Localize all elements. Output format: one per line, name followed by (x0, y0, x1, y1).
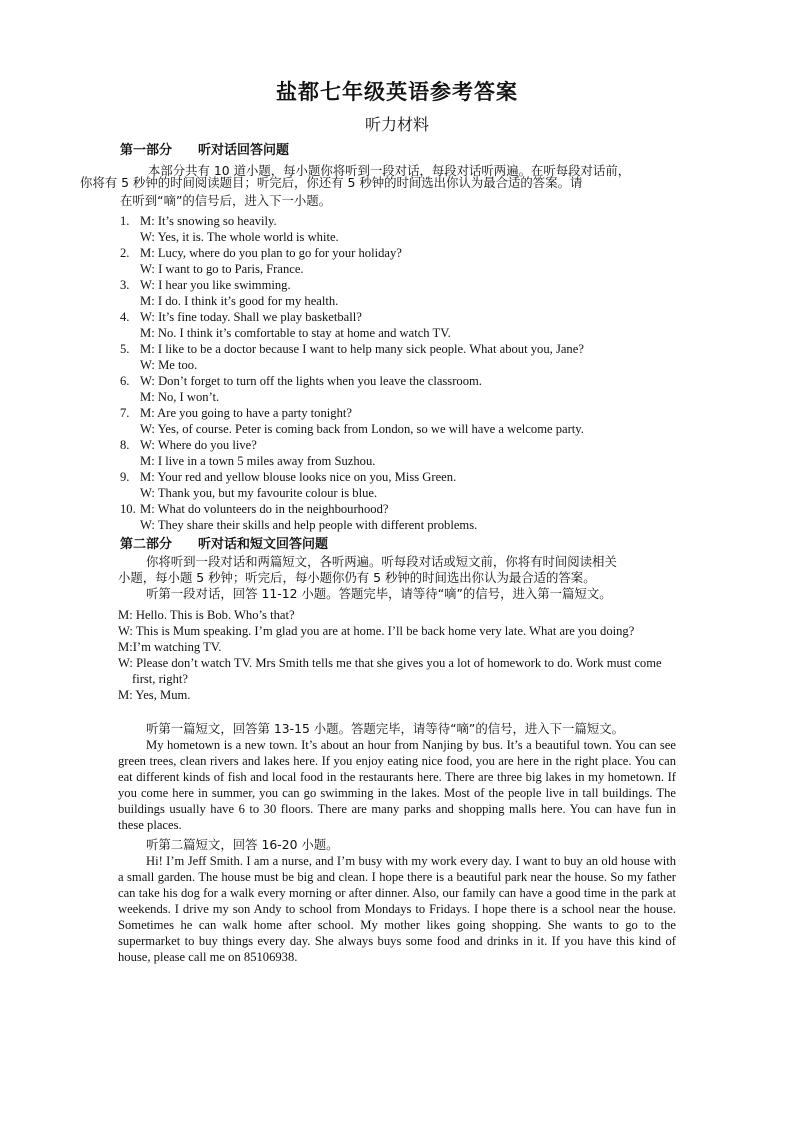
part1-heading-text: 听对话回答问题 (198, 143, 290, 158)
dialog-line-b: W: Yes, it is. The whole world is white. (140, 230, 339, 244)
dialog-item (120, 437, 700, 469)
dialog-number: 3. (120, 278, 130, 292)
dialog-line-b: W: Me too. (140, 358, 198, 372)
dialog-item (120, 309, 700, 341)
dialog-item (120, 277, 700, 309)
dialog-number: 9. (120, 470, 130, 484)
dialog-item (120, 373, 700, 405)
dialog-item (120, 341, 700, 373)
part1-instructions-line2: 你将有 5 秒钟的时间阅读题目；听完后，你还有 5 秒钟的时间选出你认为最合适的答案。请 (80, 175, 583, 190)
part2-instructions-line1: 你将听到一段对话和两篇短文，各听两遍。听每段对话或短文前，你将有时间阅读相关 (146, 554, 617, 569)
dialog-item (120, 405, 700, 437)
conversation-line: M: Yes, Mum. (118, 688, 191, 702)
passage2-text: Hi! I’m Jeff Smith. I am a nurse, and I’m busy with my work every day. I want to buy an old house with a small garden. The house must be big and clean. I hope there is a beautiful park near the house. So my father can take his dog for a walk every morning or after dinner. Also, our family can have a good time in the park at weekends. I drive my son Andy to school from Mondays to Fridays. I hope there is a school near the house. Sometimes he can walk home after school. My mother likes going shopping. She wants to go to the supermarket to buy things every day. She always buys some food and drinks in it. If you have this kind of house, please call me on 85106938. (118, 854, 676, 964)
conversation-line: W: Please don’t watch TV. Mrs Smith tells me that she gives you a lot of homework to do. Work must come first, right? (118, 656, 662, 686)
dialog-line-b: M: No, I won’t. (140, 390, 220, 404)
part2-heading-label: 第二部分 (120, 537, 173, 552)
dialog-line-b: W: I want to go to Paris, France. (140, 262, 304, 276)
dialog-line-b: M: No. I think it’s comfortable to stay at home and watch TV. (140, 326, 451, 340)
dialog-line-b: M: I do. I think it’s good for my health. (140, 294, 339, 308)
part1-heading-label: 第一部分 (120, 143, 173, 158)
passage1-block (118, 721, 676, 833)
part2-heading-text: 听对话和短文回答问题 (198, 537, 329, 552)
dialog-line-a: W: I hear you like swimming. (140, 278, 291, 292)
dialog-line-b: W: Thank you, but my favourite colour is blue. (140, 486, 378, 500)
dialog-line-b: W: Yes, of course. Peter is coming back from London, so we will have a welcome party. (140, 422, 584, 436)
dialog-number: 4. (120, 310, 130, 324)
dialog-item (120, 501, 700, 533)
dialog-number: 8. (120, 438, 130, 452)
part2-instructions (118, 554, 678, 602)
conversation-line: M: Hello. This is Bob. Who’s that? (118, 608, 295, 622)
dialog-number: 6. (120, 374, 130, 388)
dialog-line-a: M: Your red and yellow blouse looks nice on you, Miss Green. (140, 470, 457, 484)
dialog-number: 7. (120, 406, 130, 420)
dialog-line-a: W: Don’t forget to turn off the lights when you leave the classroom. (140, 374, 482, 388)
dialog-number: 2. (120, 246, 130, 260)
passage2-block (118, 837, 676, 965)
dialog-item (120, 213, 700, 245)
dialog-line-a: M: It’s snowing so heavily. (140, 214, 277, 228)
dialog-number: 10. (120, 502, 136, 516)
dialog-line-a: W: It’s fine today. Shall we play basketball? (140, 310, 362, 324)
part1-instructions-line3: 在听到“嘀”的信号后，进入下一小题。 (120, 193, 332, 208)
dialog-number: 1. (120, 214, 130, 228)
part1-heading (120, 143, 289, 159)
page-title: 盐都七年级英语参考答案 (276, 80, 518, 104)
dialog-line-a: M: I like to be a doctor because I want to help many sick people. What about you, Jane? (140, 342, 584, 356)
dialog-line-b: M: I live in a town 5 miles away from Suzhou. (140, 454, 376, 468)
conversation-line: W: This is Mum speaking. I’m glad you are at home. I’ll be back home very late. What are you doing? (118, 624, 635, 638)
part2-heading (120, 537, 328, 553)
dialog-line-a: M: Lucy, where do you plan to go for your holiday? (140, 246, 402, 260)
part1-instructions (80, 163, 720, 209)
dialog-item (120, 245, 700, 277)
dialog-item (120, 469, 700, 501)
page-subtitle: 听力材料 (364, 115, 429, 134)
part1-dialog-list (120, 213, 700, 533)
cue-passage2: 听第二篇短文，回答 16-20 小题。 (146, 837, 339, 852)
dialog-line-a: M: Are you going to have a party tonight? (140, 406, 352, 420)
dialog-line-a: W: Where do you live? (140, 438, 257, 452)
conversation-line: M:I’m watching TV. (118, 640, 222, 654)
part2-instructions-line2: 小题，每小题 5 秒钟；听完后，每小题你仍有 5 秒钟的时间选出你认为最合适的答案。 (118, 570, 596, 585)
conversation (118, 607, 678, 703)
cue-passage1: 听第一篇短文，回答第 13-15 小题。答题完毕，请等待“嘀”的信号，进入下一篇短文。 (146, 721, 625, 736)
dialog-number: 5. (120, 342, 130, 356)
passage1-text: My hometown is a new town. It’s about an hour from Nanjing by bus. It’s a beautiful town. You can see green trees, clean rivers and lakes here. If you enjoy eating nice food, you are here in the right place. You can eat different kinds of fish and local food in the restaurants here. There are three big lakes in my hometown. If you come here in summer, you can go swimming in the lakes. Most of the people live in tall buildings. The buildings usually have 6 to 30 floors. There are many parks and shopping malls here. You can have fun in these places. (118, 738, 676, 832)
dialog-line-a: M: What do volunteers do in the neighbourhood? (140, 502, 389, 516)
part1-instructions-line1: 本部分共有 10 道小题，每小题你将听到一段对话，每段对话听两遍。在听每段对话前， (148, 163, 631, 178)
dialog-line-b: W: They share their skills and help people with different problems. (140, 518, 478, 532)
cue-dialog: 听第一段对话，回答 11-12 小题。答题完毕，请等待“嘀”的信号，进入第一篇短文。 (146, 586, 612, 601)
